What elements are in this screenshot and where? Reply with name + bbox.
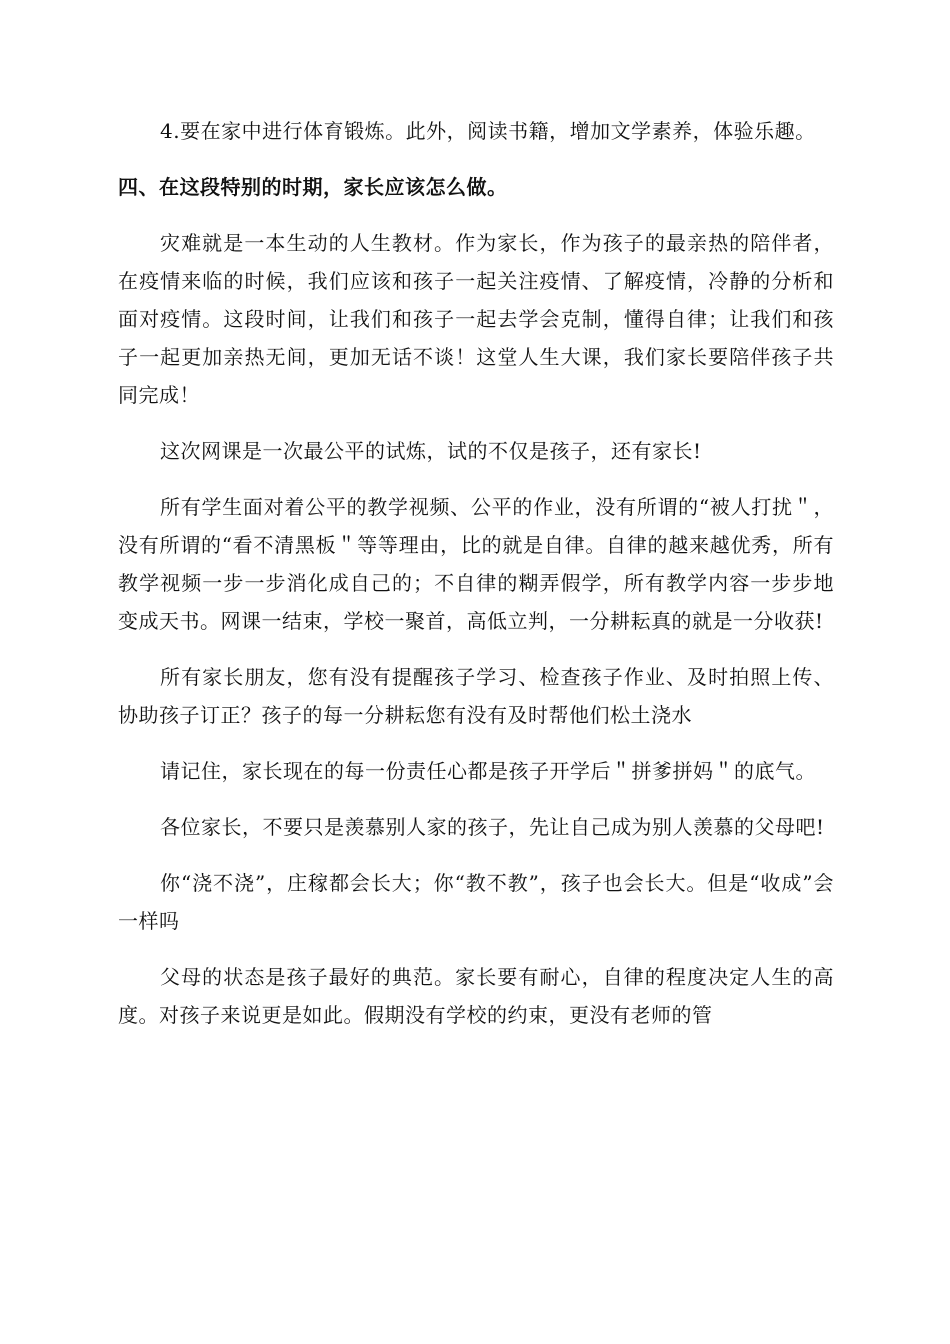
paragraph-self-discipline: 所有学生面对着公平的教学视频、公平的作业，没有所谓的“被人打扰＂，没有所谓的“看不清黑板＂等等理由，比的就是自律。自律的越来越优秀，所有教学视频一步一步消化成自己的；不自律的糊弄假学，所有教学内容一步步地变成天书。网课一结束，学校一聚首，高低立判，一分耕耘真的就是一分收获! (118, 495, 834, 633)
paragraph-disaster-lesson: 灾难就是一本生动的人生教材。作为家长，作为孩子的最亲热的陪伴者，在疫情来临的时候，我们应该和孩子一起关注疫情、了解疫情，冷静的分析和面对疫情。这段时间，让我们和孩子一起去学会克制，懂得自律；让我们和孩子一起更加亲热无间，更加无话不谈！这堂人生大课，我们家长要陪伴孩子共同完成！ (118, 231, 834, 407)
paragraph-parent-reminder: 所有家长朋友，您有没有提醒孩子学习、检查孩子作业、及时拍照上传、协助孩子订正？孩子的每一分耕耘您有没有及时帮他们松土浇水 (118, 665, 834, 727)
paragraph-envy: 各位家长，不要只是羡慕别人家的孩子，先让自己成为别人羡慕的父母吧! (160, 815, 825, 839)
document-page (118, 112, 834, 1052)
section-heading-parents: 四、在这段特别的时期，家长应该怎么做。 (118, 175, 508, 199)
paragraph-harvest: 你“浇不浇”，庄稼都会长大；你“教不教”，孩子也会长大。但是“收成”会一样吗 (118, 871, 834, 933)
paragraph-exercise-tip: 4.要在家中进行体育锻炼。此外，阅读书籍，增加文学素养，体验乐趣。 (160, 119, 816, 143)
paragraph-online-class-trial: 这次网课是一次最公平的试炼，试的不仅是孩子，还有家长! (160, 439, 702, 463)
paragraph-responsibility: 请记住，家长现在的每一份责任心都是孩子开学后＂拼爹拼妈＂的底气。 (160, 759, 816, 783)
paragraph-parent-example: 父母的状态是孩子最好的典范。家长要有耐心，自律的程度决定人生的高度。对孩子来说更是如此。假期没有学校的约束，更没有老师的管 (118, 965, 834, 1027)
